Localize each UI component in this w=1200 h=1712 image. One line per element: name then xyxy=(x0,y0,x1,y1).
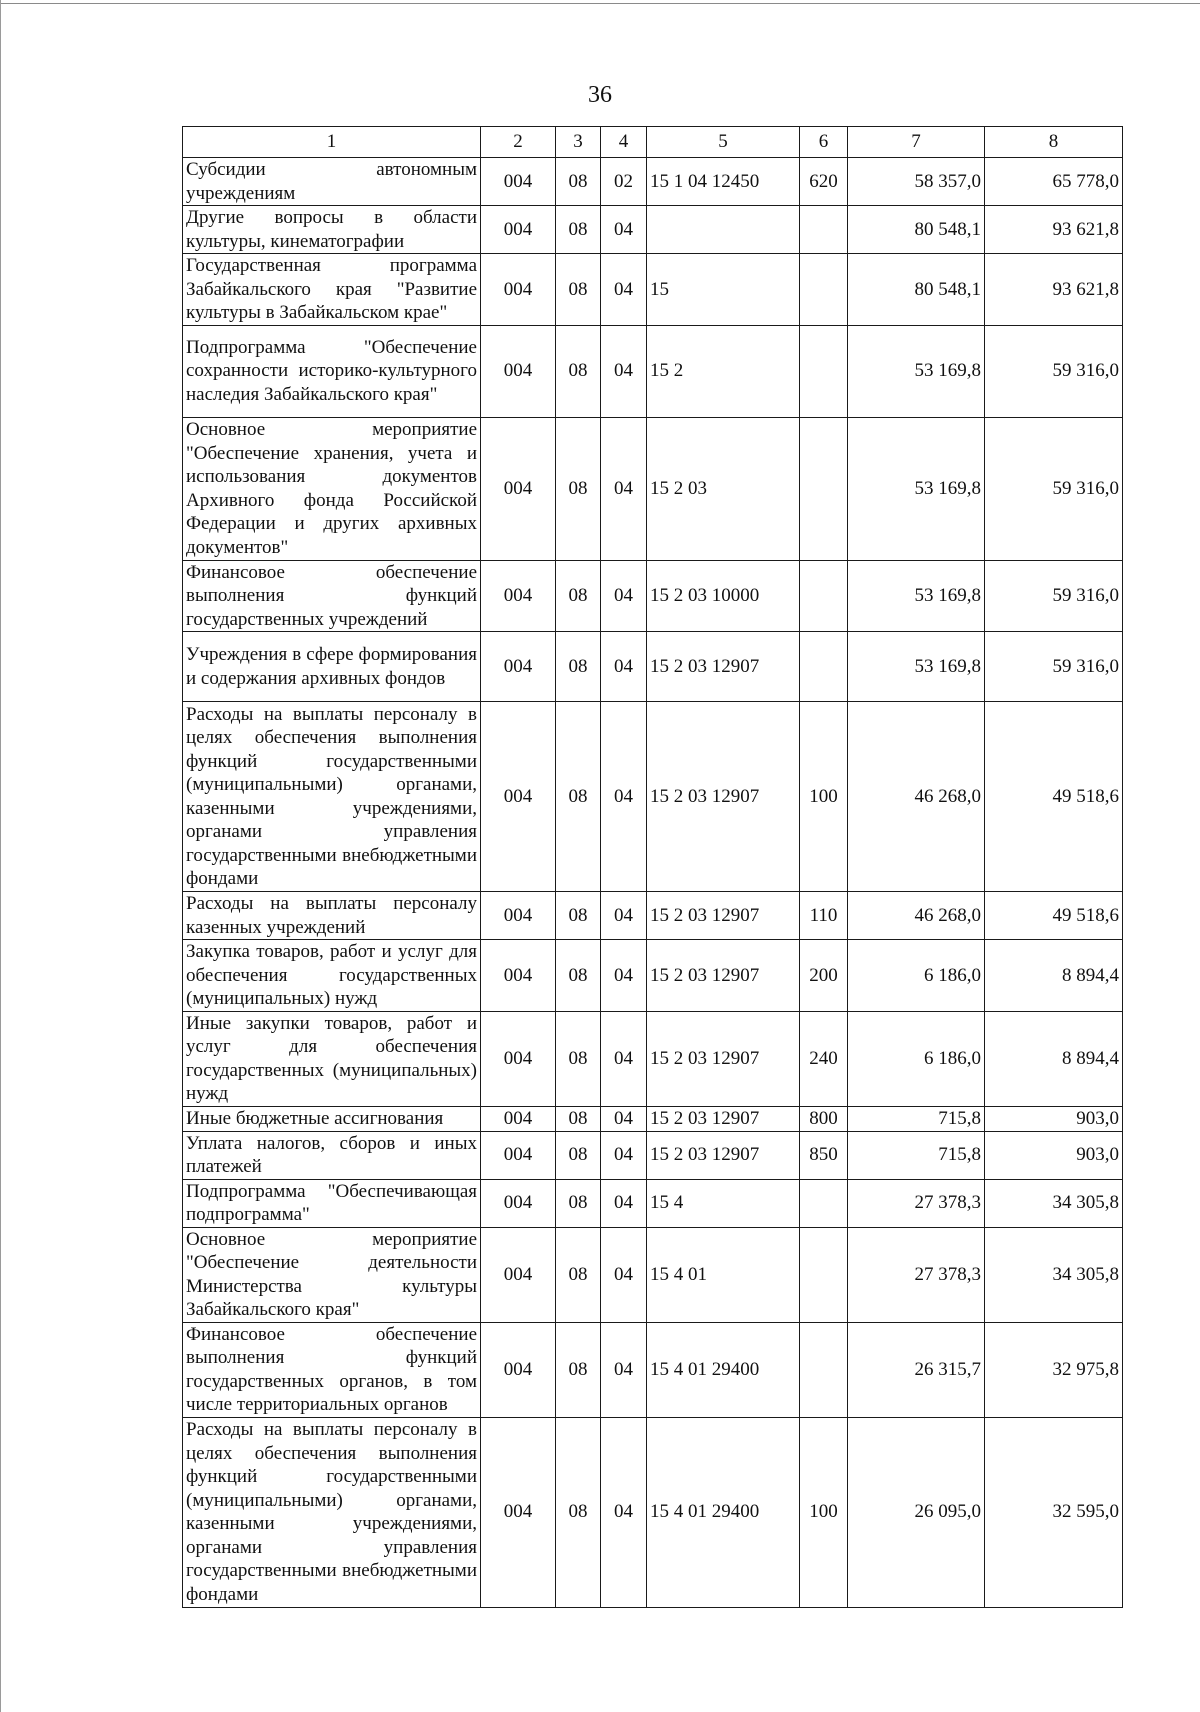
cell-amount-year2: 65 778,0 xyxy=(985,158,1123,206)
row-name: Уплата налогов, сборов и иных платежей xyxy=(183,1131,481,1179)
cell-section: 08 xyxy=(556,1131,601,1179)
cell-subsection: 04 xyxy=(601,1417,647,1607)
cell-subsection: 04 xyxy=(601,940,647,1012)
row-name: Иные бюджетные ассигнования xyxy=(183,1106,481,1131)
cell-amount-year1: 715,8 xyxy=(848,1106,985,1131)
cell-amount-year1: 27 378,3 xyxy=(848,1179,985,1227)
cell-subsection: 04 xyxy=(601,206,647,254)
cell-section: 08 xyxy=(556,560,601,632)
cell-amount-year1: 53 169,8 xyxy=(848,325,985,417)
cell-subsection: 04 xyxy=(601,892,647,940)
cell-target-article: 15 4 01 29400 xyxy=(647,1322,800,1417)
cell-subsection: 04 xyxy=(601,1179,647,1227)
table-row xyxy=(183,892,1123,940)
cell-expense-type xyxy=(800,1179,848,1227)
cell-amount-year1: 715,8 xyxy=(848,1131,985,1179)
cell-code: 004 xyxy=(481,325,556,417)
cell-amount-year1: 80 548,1 xyxy=(848,254,985,326)
cell-expense-type: 620 xyxy=(800,158,848,206)
cell-amount-year2: 32 595,0 xyxy=(985,1417,1123,1607)
cell-target-article: 15 xyxy=(647,254,800,326)
cell-section: 08 xyxy=(556,892,601,940)
cell-target-article: 15 2 03 12907 xyxy=(647,940,800,1012)
row-name: Другие вопросы в области культуры, кинематографии xyxy=(183,206,481,254)
cell-code: 004 xyxy=(481,632,556,702)
cell-target-article: 15 2 03 12907 xyxy=(647,1106,800,1131)
row-name: Подпрограмма "Обеспечение сохранности историко-культурного наследия Забайкальского края" xyxy=(183,325,481,417)
cell-code: 004 xyxy=(481,206,556,254)
cell-code: 004 xyxy=(481,1106,556,1131)
cell-section: 08 xyxy=(556,1322,601,1417)
row-name: Финансовое обеспечение выполнения функций государственных учреждений xyxy=(183,560,481,632)
row-name: Основное мероприятие "Обеспечение хранения, учета и использования документов Архивного фонда Российской Федерации и других архивных документов" xyxy=(183,417,481,560)
cell-target-article: 15 2 03 12907 xyxy=(647,892,800,940)
cell-code: 004 xyxy=(481,560,556,632)
table-row xyxy=(183,254,1123,326)
table-row xyxy=(183,940,1123,1012)
cell-amount-year1: 53 169,8 xyxy=(848,632,985,702)
cell-amount-year2: 8 894,4 xyxy=(985,1011,1123,1106)
cell-code: 004 xyxy=(481,892,556,940)
header-cell: 2 xyxy=(481,127,556,158)
cell-amount-year1: 26 315,7 xyxy=(848,1322,985,1417)
table-row xyxy=(183,632,1123,702)
cell-amount-year1: 80 548,1 xyxy=(848,206,985,254)
cell-target-article xyxy=(647,206,800,254)
table-row xyxy=(183,158,1123,206)
scan-edge-left xyxy=(0,0,1,1712)
cell-amount-year1: 58 357,0 xyxy=(848,158,985,206)
cell-subsection: 04 xyxy=(601,702,647,892)
cell-section: 08 xyxy=(556,417,601,560)
table-row xyxy=(183,1417,1123,1607)
cell-code: 004 xyxy=(481,1011,556,1106)
cell-target-article: 15 2 03 12907 xyxy=(647,1131,800,1179)
cell-code: 004 xyxy=(481,1227,556,1322)
cell-code: 004 xyxy=(481,1322,556,1417)
cell-code: 004 xyxy=(481,1179,556,1227)
scan-edge-top xyxy=(0,0,1200,4)
cell-expense-type xyxy=(800,560,848,632)
cell-amount-year2: 34 305,8 xyxy=(985,1179,1123,1227)
cell-expense-type xyxy=(800,254,848,326)
cell-expense-type: 100 xyxy=(800,702,848,892)
cell-subsection: 04 xyxy=(601,1131,647,1179)
budget-table xyxy=(182,126,1123,1608)
cell-amount-year1: 46 268,0 xyxy=(848,892,985,940)
cell-expense-type xyxy=(800,1322,848,1417)
table-row xyxy=(183,325,1123,417)
cell-code: 004 xyxy=(481,1131,556,1179)
cell-amount-year1: 46 268,0 xyxy=(848,702,985,892)
cell-amount-year1: 6 186,0 xyxy=(848,940,985,1012)
cell-amount-year1: 26 095,0 xyxy=(848,1417,985,1607)
row-name: Субсидии автономным учреждениям xyxy=(183,158,481,206)
table-row xyxy=(183,560,1123,632)
cell-amount-year1: 6 186,0 xyxy=(848,1011,985,1106)
cell-section: 08 xyxy=(556,1179,601,1227)
cell-section: 08 xyxy=(556,206,601,254)
table-row xyxy=(183,206,1123,254)
table-row xyxy=(183,1179,1123,1227)
cell-subsection: 04 xyxy=(601,417,647,560)
row-name: Расходы на выплаты персоналу в целях обеспечения выполнения функций государственными (муниципальными) органами, казенными учреждениями, органами управления государственными внебюджетными фондами xyxy=(183,1417,481,1607)
cell-section: 08 xyxy=(556,940,601,1012)
header-cell: 7 xyxy=(848,127,985,158)
row-name: Государственная программа Забайкальского края "Развитие культуры в Забайкальском крае" xyxy=(183,254,481,326)
cell-target-article: 15 2 03 xyxy=(647,417,800,560)
cell-section: 08 xyxy=(556,1011,601,1106)
cell-section: 08 xyxy=(556,632,601,702)
cell-amount-year2: 59 316,0 xyxy=(985,560,1123,632)
cell-section: 08 xyxy=(556,702,601,892)
cell-amount-year2: 59 316,0 xyxy=(985,417,1123,560)
header-cell: 4 xyxy=(601,127,647,158)
cell-expense-type xyxy=(800,1227,848,1322)
table-row xyxy=(183,702,1123,892)
cell-target-article: 15 4 01 29400 xyxy=(647,1417,800,1607)
cell-expense-type: 240 xyxy=(800,1011,848,1106)
table-row xyxy=(183,1322,1123,1417)
row-name: Финансовое обеспечение выполнения функций государственных органов, в том числе территориальных органов xyxy=(183,1322,481,1417)
cell-target-article: 15 2 03 10000 xyxy=(647,560,800,632)
cell-subsection: 04 xyxy=(601,1011,647,1106)
cell-amount-year2: 93 621,8 xyxy=(985,254,1123,326)
cell-section: 08 xyxy=(556,325,601,417)
cell-subsection: 04 xyxy=(601,560,647,632)
cell-amount-year2: 59 316,0 xyxy=(985,632,1123,702)
cell-section: 08 xyxy=(556,1227,601,1322)
cell-section: 08 xyxy=(556,158,601,206)
table-row xyxy=(183,1131,1123,1179)
cell-expense-type: 850 xyxy=(800,1131,848,1179)
cell-code: 004 xyxy=(481,1417,556,1607)
cell-expense-type xyxy=(800,325,848,417)
cell-subsection: 04 xyxy=(601,632,647,702)
table-row xyxy=(183,417,1123,560)
table-row xyxy=(183,1011,1123,1106)
cell-code: 004 xyxy=(481,158,556,206)
cell-section: 08 xyxy=(556,1417,601,1607)
cell-amount-year2: 903,0 xyxy=(985,1131,1123,1179)
cell-expense-type xyxy=(800,417,848,560)
cell-amount-year1: 53 169,8 xyxy=(848,560,985,632)
cell-code: 004 xyxy=(481,417,556,560)
cell-amount-year2: 59 316,0 xyxy=(985,325,1123,417)
row-name: Учреждения в сфере формирования и содержания архивных фондов xyxy=(183,632,481,702)
cell-subsection: 04 xyxy=(601,1227,647,1322)
cell-code: 004 xyxy=(481,254,556,326)
row-name: Иные закупки товаров, работ и услуг для обеспечения государственных (муниципальных) нужд xyxy=(183,1011,481,1106)
cell-code: 004 xyxy=(481,940,556,1012)
row-name: Расходы на выплаты персоналу в целях обеспечения выполнения функций государственными (муниципальными) органами, казенными учреждениями, органами управления государственными внебюджетными фондами xyxy=(183,702,481,892)
cell-expense-type xyxy=(800,206,848,254)
header-cell: 3 xyxy=(556,127,601,158)
cell-amount-year2: 34 305,8 xyxy=(985,1227,1123,1322)
cell-amount-year1: 53 169,8 xyxy=(848,417,985,560)
header-cell: 1 xyxy=(183,127,481,158)
cell-subsection: 04 xyxy=(601,325,647,417)
cell-expense-type xyxy=(800,632,848,702)
cell-amount-year2: 32 975,8 xyxy=(985,1322,1123,1417)
cell-code: 004 xyxy=(481,702,556,892)
cell-amount-year1: 27 378,3 xyxy=(848,1227,985,1322)
table-row xyxy=(183,1106,1123,1131)
table-row xyxy=(183,1227,1123,1322)
cell-subsection: 04 xyxy=(601,1106,647,1131)
cell-target-article: 15 4 xyxy=(647,1179,800,1227)
cell-target-article: 15 2 03 12907 xyxy=(647,1011,800,1106)
cell-target-article: 15 1 04 12450 xyxy=(647,158,800,206)
header-row xyxy=(183,127,1123,158)
table-body xyxy=(183,127,1123,1608)
row-name: Основное мероприятие "Обеспечение деятельности Министерства культуры Забайкальского края" xyxy=(183,1227,481,1322)
cell-amount-year2: 93 621,8 xyxy=(985,206,1123,254)
cell-section: 08 xyxy=(556,1106,601,1131)
row-name: Закупка товаров, работ и услуг для обеспечения государственных (муниципальных) нужд xyxy=(183,940,481,1012)
row-name: Подпрограмма "Обеспечивающая подпрограмма" xyxy=(183,1179,481,1227)
cell-expense-type: 800 xyxy=(800,1106,848,1131)
cell-subsection: 04 xyxy=(601,254,647,326)
cell-target-article: 15 2 03 12907 xyxy=(647,702,800,892)
cell-expense-type: 110 xyxy=(800,892,848,940)
cell-target-article: 15 2 xyxy=(647,325,800,417)
header-cell: 5 xyxy=(647,127,800,158)
header-cell: 6 xyxy=(800,127,848,158)
cell-amount-year2: 903,0 xyxy=(985,1106,1123,1131)
header-cell: 8 xyxy=(985,127,1123,158)
cell-expense-type: 200 xyxy=(800,940,848,1012)
cell-amount-year2: 49 518,6 xyxy=(985,702,1123,892)
page-number: 36 xyxy=(588,82,612,108)
cell-expense-type: 100 xyxy=(800,1417,848,1607)
cell-section: 08 xyxy=(556,254,601,326)
row-name: Расходы на выплаты персоналу казенных учреждений xyxy=(183,892,481,940)
cell-target-article: 15 4 01 xyxy=(647,1227,800,1322)
cell-amount-year2: 49 518,6 xyxy=(985,892,1123,940)
cell-target-article: 15 2 03 12907 xyxy=(647,632,800,702)
cell-subsection: 04 xyxy=(601,1322,647,1417)
cell-amount-year2: 8 894,4 xyxy=(985,940,1123,1012)
cell-subsection: 02 xyxy=(601,158,647,206)
